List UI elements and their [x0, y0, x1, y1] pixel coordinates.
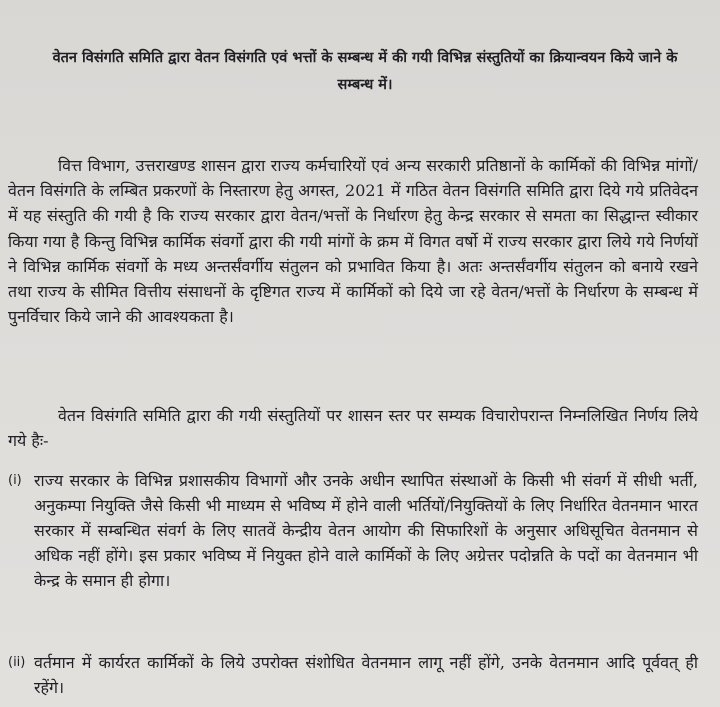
- list-item-number: (ii): [8, 655, 26, 670]
- list-item: [8, 468, 698, 593]
- list-item-number: (i): [8, 473, 22, 488]
- paragraph-2-text: वेतन विसंगति समिति द्वारा की गयी संस्तुतियों पर शासन स्तर पर सम्यक विचारोपरान्त निम्नलिखित निर्णय लिये गये हैः-: [8, 406, 698, 451]
- list-item-text: राज्य सरकार के विभिन्न प्रशासकीय विभागों और उनके अधीन स्थापित संस्थाओं के किसी भी संवर्ग में सीधी भर्ती, अनुकम्पा नियुक्ति जैसे किसी भी माध्यम से भविष्य में होने वाली भर्तियों/नियुक्तियों के लिए निर्धारित वेतनमान भारत सरकार में सम्बन्धित संवर्ग के लिए सातवें केन्द्रीय वेतन आयोग की सिफारिशों के अनुसार अधिसूचित वेतनमान से अधिक नहीं होंगे। इस प्रकार भविष्य में नियुक्त होने वाले कार्मिकों के लिए अग्रेत्तर पदोन्नति के पदों का वेतनमान भी केन्द्र के समान ही होगा।: [34, 471, 698, 590]
- list-item-text: वर्तमान में कार्यरत कार्मिकों के लिये उपरोक्त संशोधित वेतनमान लागू नहीं होंगे, उनके वेतनमान आदि पूर्ववत् ही रहेंगे।: [34, 653, 698, 697]
- paragraph-decisions-intro: [8, 403, 698, 453]
- paragraph-1-text: वित्त विभाग, उत्तराखण्ड शासन द्वारा राज्य कर्मचारियों एवं अन्य सरकारी प्रतिष्ठानों के कार्मिकों की विभिन्न मांगों/वेतन विसंगति के लम्बित प्रकरणों के निस्तारण हेतु अगस्त, 2021 में गठित वेतन विसंगति समिति द्वारा दिये गये प्रतिवेदन में यह संस्तुति की गयी है कि राज्य सरकार द्वारा वेतन/भत्तों के निर्धारण हेतु केन्द्र सरकार से समता का सिद्धान्त स्वीकार किया गया है किन्तु विभिन्न कार्मिक संवर्गो द्वारा की गयी मांगों के क्रम में विगत वर्षो में राज्य सरकार द्वारा लिये गये निर्णयों ने विभिन्न कार्मिक संवर्गो के मध्य अन्तर्संवर्गीय संतुलन को प्रभावित किया है। अतः अन्तर्संवर्गीय संतुलन को बनाये रखने तथा राज्य के सीमित वित्तीय संसाधनों के दृष्टिगत राज्य में कार्मिकों को दिये जा रहे वेतन/भत्तों के निर्धारण के सम्बन्ध में पुनर्विचार किये जाने की आवश्यकता है।: [8, 156, 698, 327]
- list-item: [8, 650, 698, 700]
- paragraph-finance-department: [8, 153, 698, 329]
- document-subject: वेतन विसंगति समिति द्वारा वेतन विसंगति एवं भत्तों के सम्बन्ध में की गयी विभिन्न संस्तुतियों का क्रियान्वयन किये जाने के सम्बन्ध में।: [52, 49, 678, 93]
